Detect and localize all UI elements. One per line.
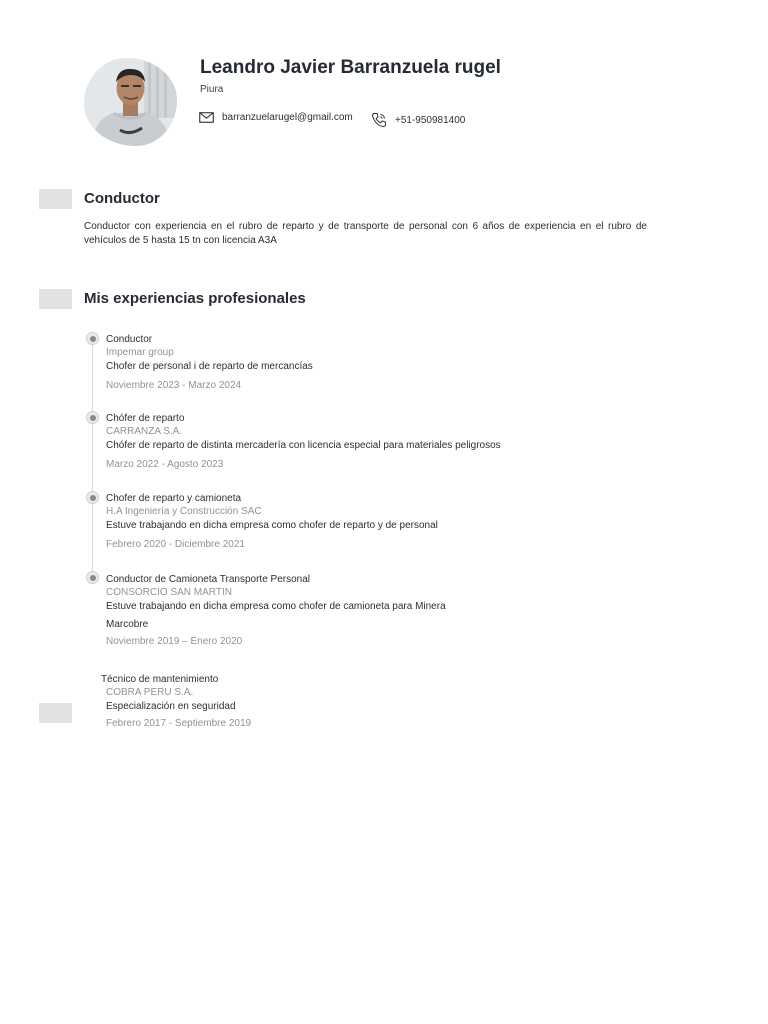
experience-dates: Febrero 2017 - Septiembre 2019 [106, 717, 252, 729]
candidate-name: Leandro Javier Barranzuela rugel [200, 57, 501, 78]
section-marker [39, 189, 72, 209]
experience-company: CONSORCIO SAN MARTIN [106, 587, 232, 598]
section-marker [39, 289, 72, 309]
experience-dates: Marzo 2022 - Agosto 2023 [106, 458, 224, 470]
section-marker [39, 703, 72, 723]
phone-text[interactable]: +51-950981400 [395, 114, 466, 126]
timeline-bullet [86, 411, 99, 424]
experience-company: CARRANZA S.A. [106, 426, 183, 437]
experience-item [106, 334, 313, 391]
experience-item [101, 674, 251, 729]
email-contact[interactable] [199, 112, 353, 123]
experience-company: COBRA PERU S.A. [106, 687, 194, 698]
experience-description-continued: Marcobre [106, 618, 149, 630]
experience-description: Especialización en seguridad [106, 701, 236, 712]
experience-role: Chófer de reparto [106, 413, 185, 424]
summary-title: Conductor [84, 190, 160, 207]
experience-role: Conductor [106, 334, 153, 345]
experience-dates: Noviembre 2023 - Marzo 2024 [106, 379, 242, 391]
person-photo-illustration [84, 58, 177, 146]
phone-icon [371, 112, 387, 128]
experience-role: Conductor de Camioneta Transporte Personal [106, 574, 311, 585]
profile-photo [84, 58, 177, 146]
experience-role: Chofer de reparto y camioneta [106, 493, 242, 504]
experience-description: Chófer de reparto de distinta mercadería con licencia especial para materiales peligrosos [106, 440, 501, 451]
summary-text: Conductor con experiencia en el rubro de reparto y de transporte de personal con 6 años de experiencia en el rubro de vehículos de 5 hasta 15 tn con licencia A3A [84, 221, 647, 246]
timeline-line [92, 338, 93, 578]
experience-dates: Febrero 2020 - Diciembre 2021 [106, 538, 245, 550]
experience-description: Estuve trabajando en dicha empresa como chofer de camioneta para Minera [106, 601, 446, 612]
email-text[interactable]: barranzuelarugel@gmail.com [222, 112, 353, 123]
experience-title: Mis experiencias profesionales [84, 290, 306, 307]
experience-description: Estuve trabajando en dicha empresa como chofer de reparto y de personal [106, 520, 438, 531]
candidate-city: Piura [200, 84, 224, 95]
experience-company: Impemar group [106, 347, 174, 358]
experience-item [106, 413, 501, 470]
experience-dates: Noviembre 2019 – Enero 2020 [106, 635, 243, 647]
phone-contact[interactable] [371, 112, 465, 128]
experience-company: H.A Ingeniería y Construcción SAC [106, 506, 262, 517]
experience-description: Chofer de personal i de reparto de mercancías [106, 361, 313, 372]
timeline-bullet [86, 491, 99, 504]
envelope-icon [199, 112, 214, 123]
experience-item [106, 493, 438, 550]
experience-item [106, 574, 446, 647]
timeline-bullet [86, 332, 99, 345]
experience-role: Técnico de mantenimiento [101, 674, 219, 685]
timeline-bullet [86, 571, 99, 584]
